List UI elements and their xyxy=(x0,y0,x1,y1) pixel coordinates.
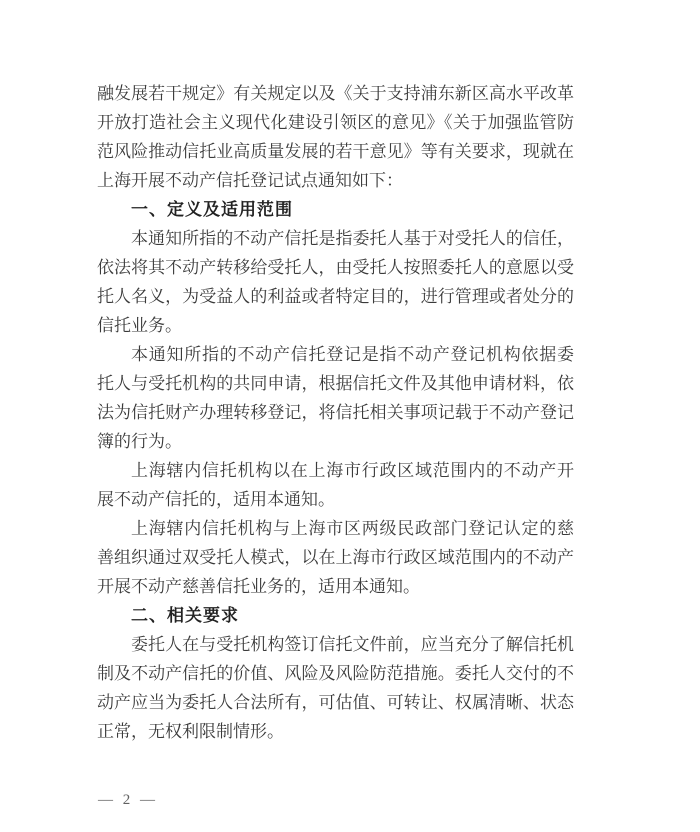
text-line: 展不动产信托的，适用本通知。 xyxy=(97,490,335,509)
text-line: 托人名义，为受益人的利益或者特定目的，进行管理或者处分的 xyxy=(97,287,574,306)
text-line: 依法将其不动产转移给受托人，由受托人按照委托人的意愿以受 xyxy=(97,258,574,277)
text-line: 信托业务。 xyxy=(97,316,182,335)
text-line: 本通知所指的不动产信托是指委托人基于对受托人的信任， xyxy=(131,229,574,248)
text-line: 上海开展不动产信托登记试点通知如下： xyxy=(97,171,403,190)
text-line: 开放打造社会主义现代化建设引领区的意见》《关于加强监管防 xyxy=(97,113,574,132)
text-line: 范风险推动信托业高质量发展的若干意见》等有关要求，现就在 xyxy=(97,142,574,161)
text-line: 动产应当为委托人合法所有，可估值、可转让、权属清晰、状态 xyxy=(97,693,574,712)
text-line: 簿的行为。 xyxy=(97,432,182,451)
text-line: 本通知所指的不动产信托登记是指不动产登记机构依据委 xyxy=(131,345,574,364)
text-line: 开展不动产慈善信托业务的，适用本通知。 xyxy=(97,577,420,596)
document-body xyxy=(97,79,574,746)
text-line: 上海辖内信托机构与上海市区两级民政部门登记认定的慈 xyxy=(131,519,574,538)
text-line: 托人与受托机构的共同申请，根据信托文件及其他申请材料，依 xyxy=(97,374,574,393)
text-line: 融发展若干规定》有关规定以及《关于支持浦东新区高水平改革 xyxy=(97,84,574,103)
text-line: 上海辖内信托机构以在上海市行政区域范围内的不动产开 xyxy=(131,461,574,480)
section-heading-2: 二、相关要求 xyxy=(131,606,239,625)
page-number: — 2 — xyxy=(98,792,158,808)
section-heading-1: 一、定义及适用范围 xyxy=(131,200,293,219)
text-line: 制及不动产信托的价值、风险及风险防范措施。委托人交付的不 xyxy=(97,664,574,683)
text-line: 正常，无权利限制情形。 xyxy=(97,722,284,741)
text-line: 法为信托财产办理转移登记，将信托相关事项记载于不动产登记 xyxy=(97,403,574,422)
text-line: 委托人在与受托机构签订信托文件前，应当充分了解信托机 xyxy=(131,635,574,654)
text-line: 善组织通过双受托人模式，以在上海市行政区域范围内的不动产 xyxy=(97,548,574,567)
